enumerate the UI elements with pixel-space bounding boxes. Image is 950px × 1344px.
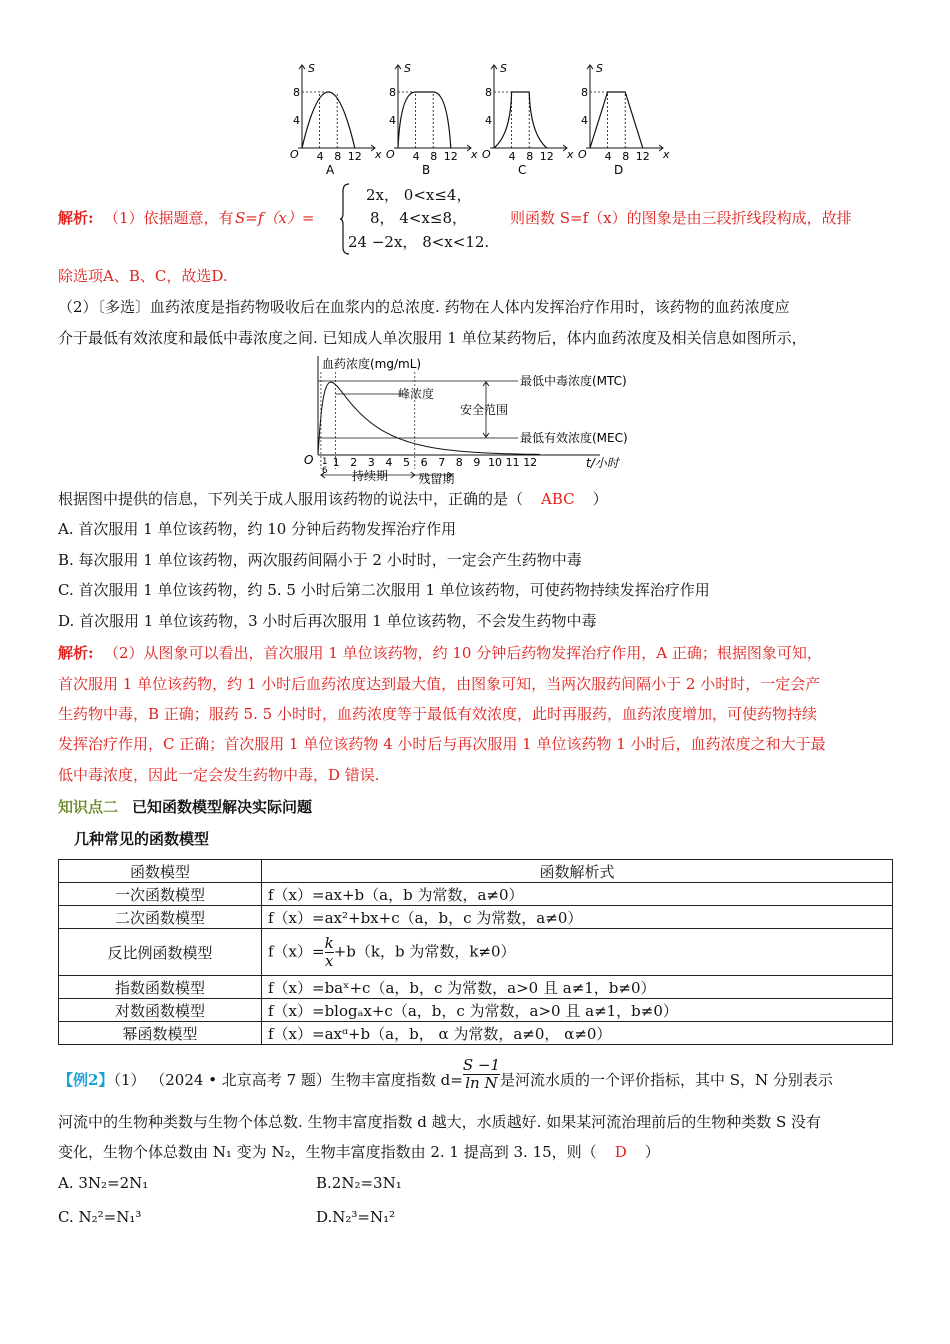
y-axis-label: S xyxy=(308,62,315,75)
solution1-fx: S=f（x）= xyxy=(235,209,315,227)
answer: ABC xyxy=(541,490,575,508)
x-tick-label: 12 xyxy=(523,456,538,469)
origin-label: O xyxy=(290,148,299,161)
x-tick-label: 1 xyxy=(332,456,340,469)
y-axis-label: S xyxy=(500,62,507,75)
origin-label: O xyxy=(578,148,587,161)
y-tick-label: 4 xyxy=(293,114,300,127)
table-row xyxy=(59,929,893,976)
table-header: 函数解析式 xyxy=(262,860,893,883)
fraction: $\frac{k}{x}$ xyxy=(324,933,334,970)
x-axis-label: x xyxy=(663,148,670,161)
example2-line2: 河流中的生物种类数与生物个体总数. 生物丰富度指数 d 越大，水质越好. 如果某河流治理前后的生物种类数 S 没有 xyxy=(58,1113,822,1131)
graph-panel xyxy=(386,62,478,177)
x-tick-label: 2 xyxy=(350,456,358,469)
tick-frac-num: 1 xyxy=(321,457,328,467)
fraction: $\frac{S -1}{\text{ln N}}$ xyxy=(462,1055,500,1092)
solution2-line: 首次服用 1 单位该药物，约 1 小时后血药浓度达到最大值，由图象可知，当两次服药间隔小于 2 小时时，一定会产 xyxy=(58,675,821,693)
model-name: 反比例函数模型 xyxy=(59,929,262,976)
residual-label: 残留期 xyxy=(418,472,455,486)
duration-label: 持续期 xyxy=(352,469,389,483)
x-tick-label: 4 xyxy=(508,150,516,163)
graph-curve xyxy=(302,92,355,148)
problem2-intro: （2）〔多选〕血药浓度是指药物吸收后在血浆内的总浓度. 药物在人体内发挥治疗作用时，该药物的血药浓度应 xyxy=(58,298,790,316)
y-tick-label: 8 xyxy=(389,86,396,99)
example2-line1: 【例2】（1） （2024 • 北京高考 7 题）生物丰富度指数 d= $\frac{S -1}{\text{ln N}}$ 是河流水质的一个评价指标，其中 S，N 分别表示 xyxy=(58,1055,833,1092)
x-axis-label: t/小时 xyxy=(586,456,619,470)
x-tick-label: 4 xyxy=(316,150,324,163)
y-axis-label: S xyxy=(596,62,603,75)
x-tick-label: 4 xyxy=(604,150,612,163)
x-tick-label: 8 xyxy=(334,150,342,163)
x-tick-label: 11 xyxy=(505,456,520,469)
example2-line3: 变化，生物个体总数由 N₁ 变为 N₂，生物丰富度指数由 2. 1 提高到 3. 15，则（ D ） xyxy=(58,1143,660,1161)
panel-label: D xyxy=(614,163,624,177)
solution1-label: 解析: xyxy=(58,209,94,227)
x-tick-label: 8 xyxy=(455,456,463,469)
graph-curve xyxy=(590,92,643,148)
mtc-label: 最低中毒浓度(MTC) xyxy=(520,374,627,388)
x-tick-label: 8 xyxy=(430,150,438,163)
y-axis-label: 血药浓度(mg/mL) xyxy=(322,357,422,371)
piece-1: 2x， 0<x≤4， xyxy=(366,186,472,204)
x-tick-label: 10 xyxy=(488,456,502,469)
y-tick-label: 8 xyxy=(293,86,300,99)
x-tick-label: 8 xyxy=(526,150,534,163)
x-axis-label: x xyxy=(567,148,574,161)
solution2-line: （2）从图象可以看出，首次服用 1 单位该药物，约 10 分钟后药物发挥治疗作用，A 正确；根据图象可知， xyxy=(104,644,822,662)
x-tick-label: 12 xyxy=(347,150,362,163)
example-tag: 【例2】 xyxy=(58,1071,114,1089)
model-formula: f（x）= $\frac{k}{x}$ +b（k，b 为常数，k≠0） xyxy=(262,929,893,976)
x-tick-label: 8 xyxy=(622,150,630,163)
origin-label: O xyxy=(386,148,395,161)
option-b: B. 每次服用 1 单位该药物，两次服药间隔小于 2 小时时，一定会产生药物中毒 xyxy=(58,551,582,569)
y-tick-label: 4 xyxy=(389,114,396,127)
x-tick-label: 3 xyxy=(367,456,375,469)
panel-label: A xyxy=(326,163,335,177)
mec-label: 最低有效浓度(MEC) xyxy=(520,431,628,445)
safe-range-label: 安全范围 xyxy=(460,403,509,417)
model-formula: f（x）=ax+b（a，b 为常数，a≠0） xyxy=(262,883,893,906)
model-formula: f（x）=baˣ+c（a，b，c 为常数，a>0 且 a≠1，b≠0） xyxy=(262,976,893,999)
panel-label: B xyxy=(422,163,431,177)
solution2-line: 生药物中毒，B 正确；服药 5. 5 小时时，血药浓度等于最低有效浓度，此时再服药，血药浓度增加，可使药物持续 xyxy=(58,705,817,723)
x-tick-label: 5 xyxy=(403,456,410,469)
origin-label: O xyxy=(482,148,491,161)
example2-option-a: A. 3N₂=2N₁ xyxy=(58,1174,149,1192)
graph-panel xyxy=(578,62,670,177)
piece-3: 24 −2x， 8<x<12. xyxy=(348,233,490,251)
model-name: 指数函数模型 xyxy=(59,976,262,999)
model-name: 一次函数模型 xyxy=(59,883,262,906)
solution2-line: 低中毒浓度，因此一定会发生药物中毒，D 错误. xyxy=(58,766,380,784)
piecewise-brace xyxy=(340,183,348,255)
knowledge-subtitle: 几种常见的函数模型 xyxy=(74,830,210,848)
y-tick-label: 4 xyxy=(485,114,492,127)
y-tick-label: 8 xyxy=(485,86,492,99)
option-graphs xyxy=(282,60,672,180)
x-tick-label: 12 xyxy=(635,150,650,163)
model-name: 二次函数模型 xyxy=(59,906,262,929)
y-tick-label: 4 xyxy=(581,114,588,127)
model-formula: f（x）=axᵅ+b（a，b， α 为常数，a≠0， α≠0） xyxy=(262,1022,893,1045)
knowledge-heading: 知识点二 已知函数模型解决实际问题 xyxy=(58,798,313,816)
model-name: 幂函数模型 xyxy=(59,1022,262,1045)
solution1-pre: （1）依据题意，有 xyxy=(104,209,234,227)
piece-2: 8， 4<x≤8， xyxy=(370,209,467,227)
x-axis-label: x xyxy=(471,148,478,161)
option-d: D. 首次服用 1 单位该药物，3 小时后再次服用 1 单位该药物，不会发生药物中毒 xyxy=(58,612,597,630)
solution2-line: 发挥治疗作用，C 正确；首次服用 1 单位该药物 4 小时后与再次服用 1 单位该药物 1 小时后，血药浓度之和大于最 xyxy=(58,735,826,753)
graph-curve xyxy=(494,92,547,148)
tick-frac-den: 6 xyxy=(321,466,328,476)
example2-option-c: C. N₂²=N₁³ xyxy=(58,1208,142,1226)
table-row xyxy=(59,999,893,1022)
table-header-row xyxy=(59,860,893,883)
x-tick-label: 7 xyxy=(438,456,446,469)
function-model-table xyxy=(58,859,893,1045)
solution2-label: 解析: xyxy=(58,644,94,662)
panel-label: C xyxy=(518,163,527,177)
table-row xyxy=(59,976,893,999)
table-row xyxy=(59,906,893,929)
table-row xyxy=(59,1022,893,1045)
x-tick-label: 4 xyxy=(412,150,420,163)
answer: D xyxy=(614,1143,627,1161)
model-formula: f（x）=blogₐx+c（a，b，c 为常数，a>0 且 a≠1，b≠0） xyxy=(262,999,893,1022)
y-axis-label: S xyxy=(404,62,411,75)
table-header: 函数模型 xyxy=(59,860,262,883)
origin-label: O xyxy=(304,453,314,467)
problem2-question: 根据图中提供的信息，下列关于成人服用该药物的说法中，正确的是（ ABC ） xyxy=(58,490,608,508)
option-c: C. 首次服用 1 单位该药物，约 5. 5 小时后第二次服用 1 单位该药物，可使药物持续发挥治疗作用 xyxy=(58,581,710,599)
option-a: A. 首次服用 1 单位该药物，约 10 分钟后药物发挥治疗作用 xyxy=(58,520,457,538)
graph-panel xyxy=(290,62,382,177)
peak-label: 峰浓度 xyxy=(398,387,435,401)
solution1-post: 则函数 S=f（x）的图象是由三段折线段构成，故排 xyxy=(510,209,852,227)
drug-concentration-chart xyxy=(300,352,660,486)
graph-curve xyxy=(398,92,451,148)
graph-panel xyxy=(482,62,574,177)
x-axis-label: x xyxy=(375,148,382,161)
model-formula: f（x）=ax²+bx+c（a，b，c 为常数，a≠0） xyxy=(262,906,893,929)
solution1-line2: 除选项A、B、C，故选D. xyxy=(58,267,228,285)
example2-option-d: D.N₂³=N₁² xyxy=(316,1208,396,1226)
model-name: 对数函数模型 xyxy=(59,999,262,1022)
table-row xyxy=(59,883,893,906)
x-tick-label: 9 xyxy=(473,456,481,469)
example2-option-b: B.2N₂=3N₁ xyxy=(316,1174,402,1192)
x-tick-label: 12 xyxy=(539,150,554,163)
x-tick-label: 12 xyxy=(443,150,458,163)
problem2-line2: 介于最低有效浓度和最低中毒浓度之间. 已知成人单次服用 1 单位某药物后，体内血药浓度及相关信息如图所示， xyxy=(58,329,807,347)
x-tick-label: 4 xyxy=(385,456,393,469)
y-tick-label: 8 xyxy=(581,86,588,99)
x-tick-label: 6 xyxy=(420,456,428,469)
